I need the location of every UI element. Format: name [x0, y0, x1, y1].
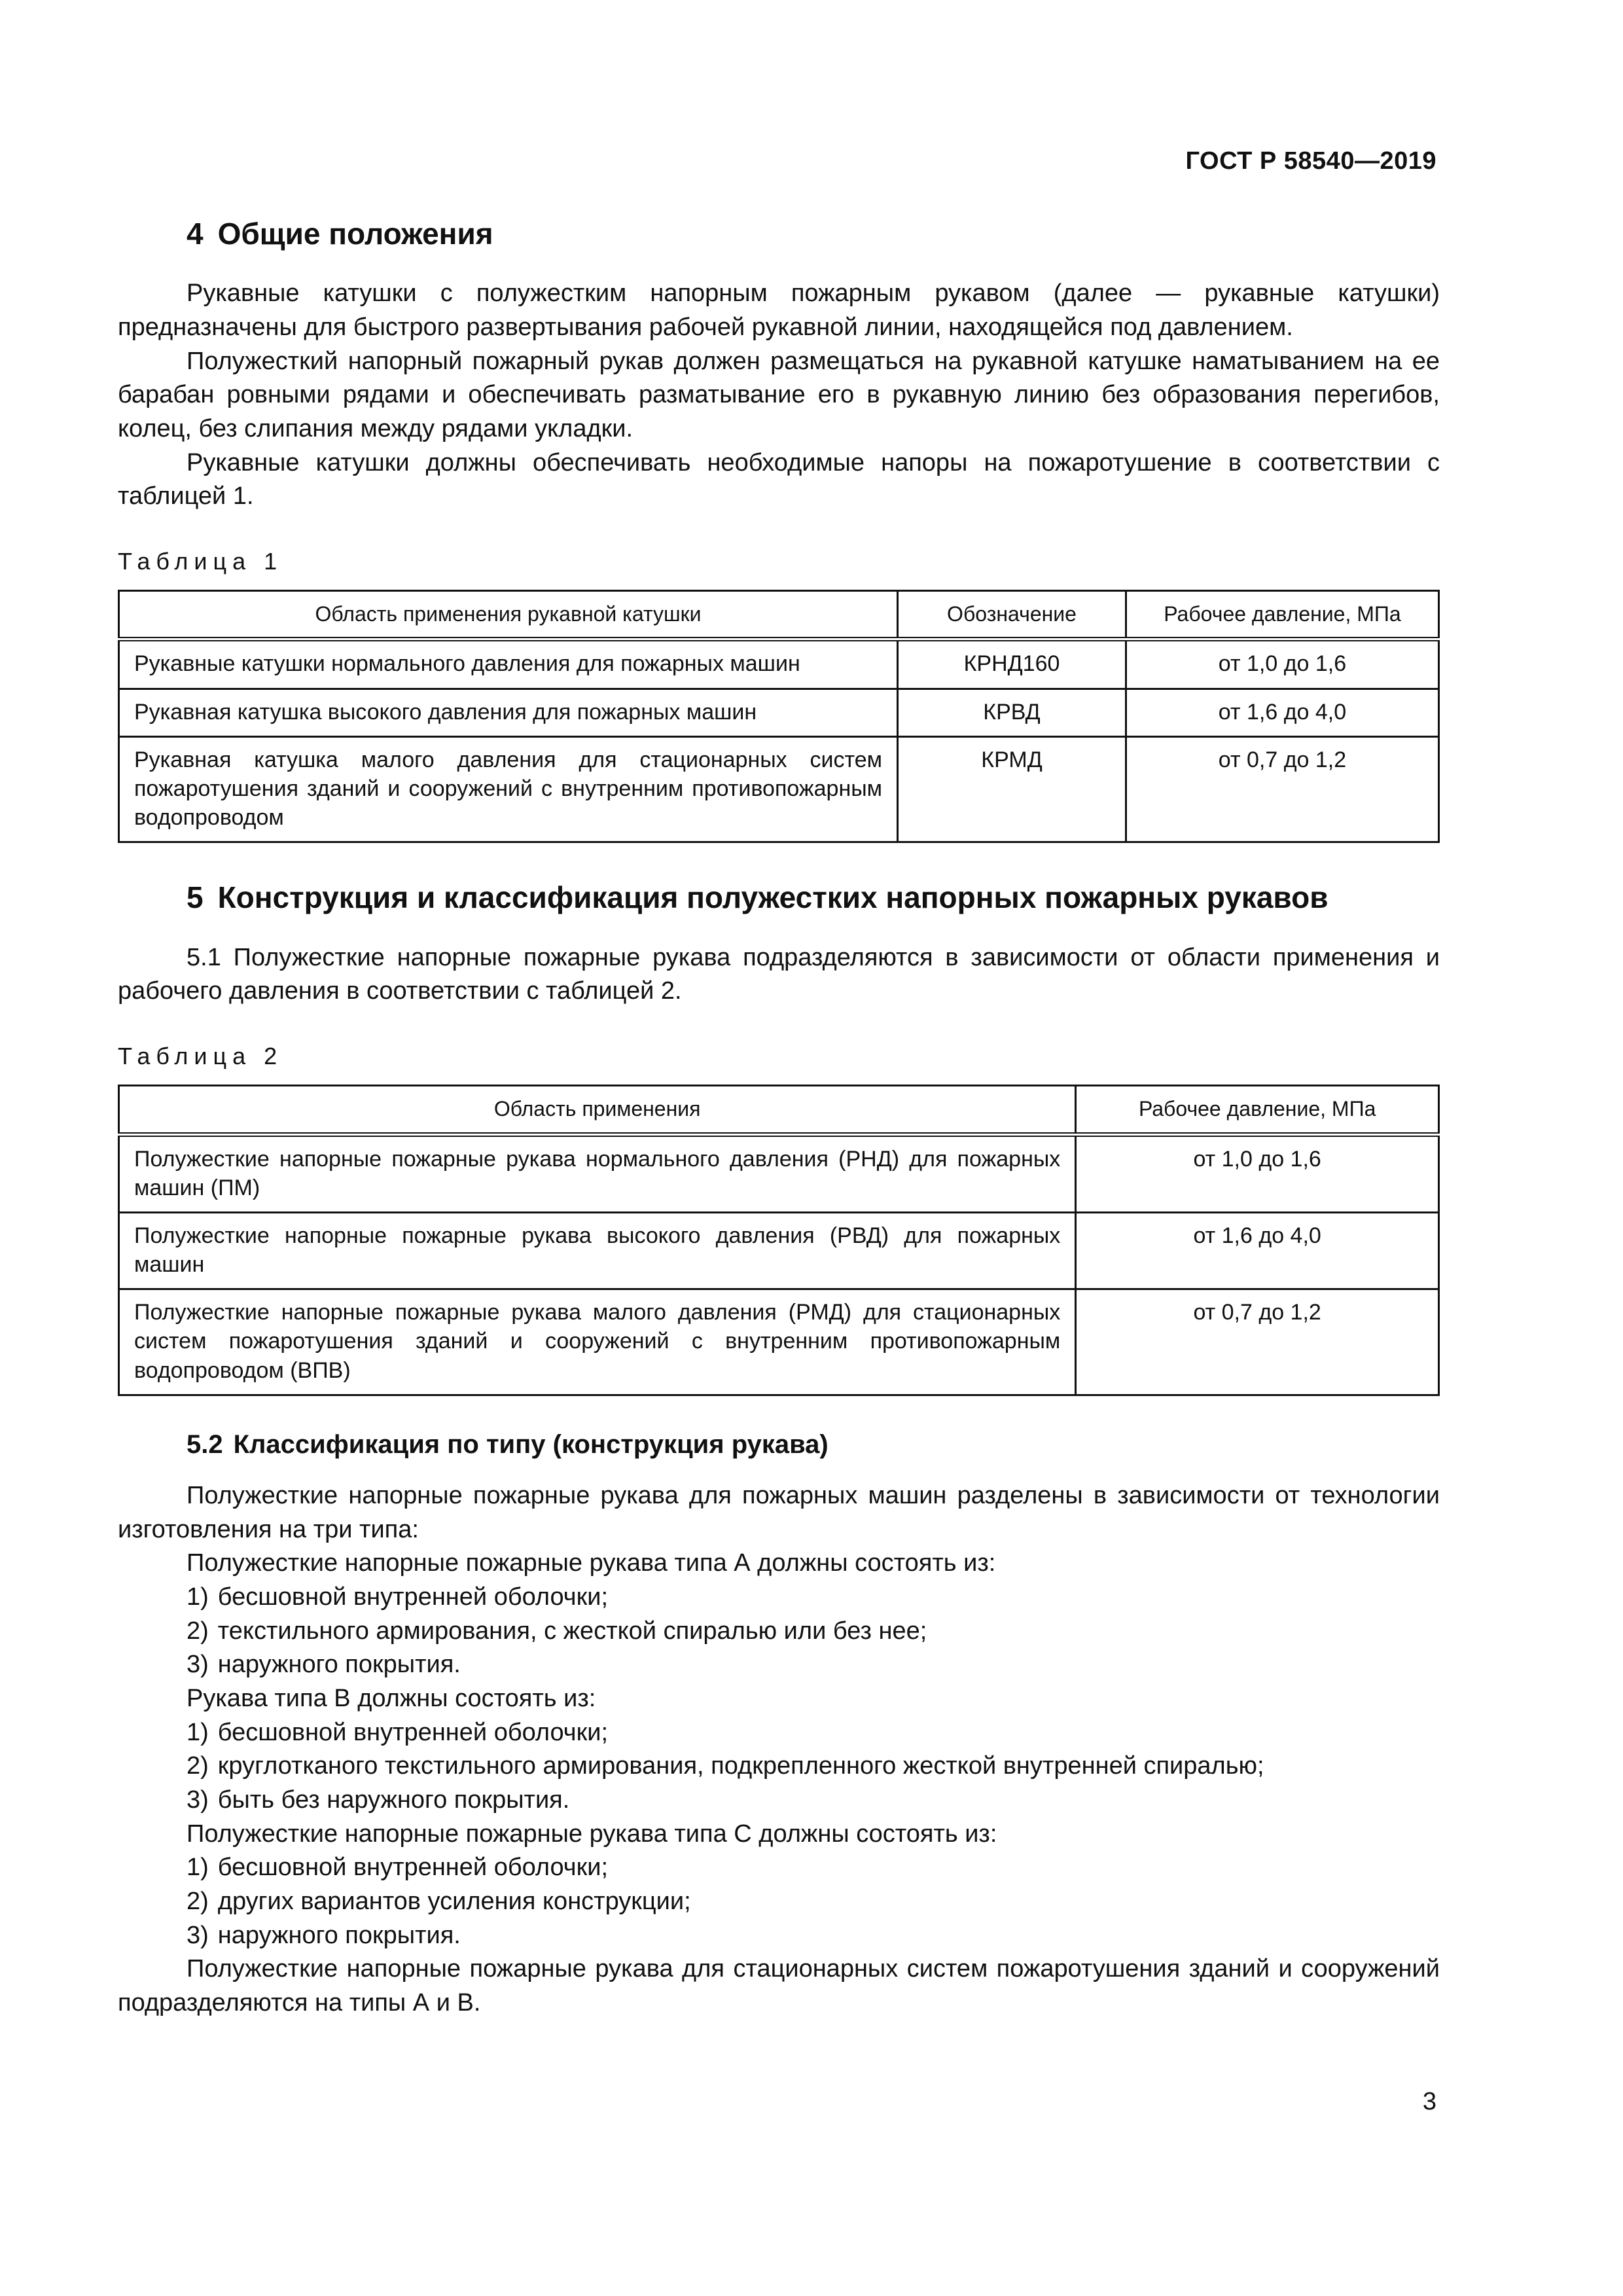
- page-number: 3: [1422, 2088, 1436, 2115]
- section-4-heading: [187, 216, 1440, 252]
- table-cell: Полужесткие напорные пожарные рукава нормального давления (РНД) для пожарных машин (ПМ): [119, 1134, 1076, 1212]
- table-row: [119, 1212, 1439, 1289]
- list-item: [187, 1919, 1440, 1953]
- table-cell: от 1,6 до 4,0: [1076, 1212, 1439, 1289]
- list-text: других вариантов усиления конструкции;: [217, 1887, 691, 1915]
- list-item: [187, 1648, 1440, 1682]
- section-5-heading: [187, 880, 1440, 916]
- table-cell: от 1,6 до 4,0: [1126, 689, 1438, 736]
- list-number: 2): [187, 1752, 209, 1780]
- table-2: [118, 1085, 1440, 1396]
- column-header: Рабочее давление, МПа: [1126, 590, 1438, 639]
- page-content: [118, 216, 1440, 2020]
- list-text: бесшовной внутренней оболочки;: [217, 1854, 609, 1882]
- table-row: [119, 1289, 1439, 1395]
- subsection-number: 5.2: [187, 1429, 223, 1459]
- table-cell: КРМД: [898, 736, 1126, 842]
- list-item: [187, 1784, 1440, 1818]
- section-number: 5: [187, 880, 204, 915]
- list-number: 3): [187, 1651, 209, 1679]
- subsection-5-2-heading: [187, 1430, 1440, 1460]
- table-1-caption: Таблица 1: [118, 547, 283, 575]
- list-text: бесшовной внутренней оболочки;: [217, 1718, 609, 1746]
- table-cell: Полужесткие напорные пожарные рукава малого давления (РМД) для стационарных систем пожаротушения зданий и сооружений с внутренним противопожарным водопроводом (ВПВ): [119, 1289, 1076, 1395]
- table-cell: Рукавная катушка малого давления для стационарных систем пожаротушения зданий и сооружений с внутренним противопожарным водопроводом: [119, 736, 898, 842]
- list-number: 2): [187, 1617, 209, 1645]
- list-text: наружного покрытия.: [217, 1921, 461, 1949]
- list-number: 1): [187, 1583, 209, 1611]
- type-a-lead: Полужесткие напорные пожарные рукава типа А должны состоять из:: [187, 1549, 996, 1577]
- list-text: быть без наружного покрытия.: [217, 1785, 570, 1814]
- paragraph: Рукавные катушки с полужестким напорным пожарным рукавом (далее — рукавные катушки) предназначены для быстрого развертывания рабочей рукавной линии, находящейся под давлением.: [118, 279, 1440, 341]
- table-cell: от 1,0 до 1,6: [1076, 1134, 1439, 1212]
- section-title: Конструкция и классификация полужестких напорных пожарных рукавов: [217, 880, 1329, 915]
- list-number: 1): [187, 1854, 209, 1882]
- table-row: [119, 689, 1439, 736]
- list-item: [187, 1716, 1440, 1750]
- list-text: текстильного армирования, с жесткой спиралью или без нее;: [217, 1617, 927, 1645]
- paragraph: Полужесткие напорные пожарные рукава для пожарных машин разделены в зависимости от технологии изготовления на три типа:: [118, 1481, 1440, 1543]
- list-item: [187, 1749, 1440, 1784]
- column-header: Обозначение: [898, 590, 1126, 639]
- table-row: [119, 736, 1439, 842]
- table-cell: от 0,7 до 1,2: [1126, 736, 1438, 842]
- list-number: 1): [187, 1718, 209, 1746]
- section-title: Общие положения: [217, 217, 493, 251]
- list-item: [187, 1885, 1440, 1919]
- table-cell: Рукавные катушки нормального давления для пожарных машин: [119, 639, 898, 689]
- type-b-lead: Рукава типа В должны состоять из:: [187, 1684, 596, 1712]
- list-text: бесшовной внутренней оболочки;: [217, 1583, 609, 1611]
- column-header: Рабочее давление, МПа: [1076, 1085, 1439, 1134]
- table-row: [119, 639, 1439, 689]
- list-item: [187, 1851, 1440, 1885]
- list-number: 3): [187, 1921, 209, 1949]
- list-text: круглотканого текстильного армирования, подкрепленного жесткой внутренней спиралью;: [217, 1752, 1264, 1780]
- table-cell: от 1,0 до 1,6: [1126, 639, 1438, 689]
- table-cell: от 0,7 до 1,2: [1076, 1289, 1439, 1395]
- table-1: [118, 590, 1440, 844]
- list-number: 2): [187, 1887, 209, 1915]
- paragraph: Полужесткие напорные пожарные рукава для стационарных систем пожаротушения зданий и сооружений подразделяются на типы А и В.: [118, 1955, 1440, 2017]
- table-row: [119, 1134, 1439, 1212]
- paragraph-5-1: 5.1 Полужесткие напорные пожарные рукава подразделяются в зависимости от области применения и рабочего давления в соответствии с таблицей 2.: [118, 943, 1440, 1005]
- type-c-lead: Полужесткие напорные пожарные рукава типа С должны состоять из:: [187, 1820, 997, 1848]
- list-text: наружного покрытия.: [217, 1651, 461, 1679]
- table-2-caption: Таблица 2: [118, 1042, 283, 1069]
- paragraph: Рукавные катушки должны обеспечивать необходимые напоры на пожаротушение в соответствии с таблицей 1.: [118, 448, 1440, 511]
- section-number: 4: [187, 217, 204, 251]
- table-cell: Полужесткие напорные пожарные рукава высокого давления (РВД) для пожарных машин: [119, 1212, 1076, 1289]
- table-cell: КРВД: [898, 689, 1126, 736]
- table-header-row: [119, 1085, 1439, 1134]
- subsection-title: Классификация по типу (конструкция рукава): [233, 1429, 829, 1459]
- list-item: [187, 1581, 1440, 1615]
- paragraph: Полужесткий напорный пожарный рукав должен размещаться на рукавной катушке наматыванием на ее барабан ровными рядами и обеспечивать разматывание его в рукавную линию без образования перегибов, колец, без слипания между рядами укладки.: [118, 347, 1440, 442]
- column-header: Область применения рукавной катушки: [119, 590, 898, 639]
- column-header: Область применения: [119, 1085, 1076, 1134]
- table-header-row: [119, 590, 1439, 639]
- document-code: ГОСТ Р 58540—2019: [1185, 147, 1436, 175]
- table-cell: КРНД160: [898, 639, 1126, 689]
- list-number: 3): [187, 1785, 209, 1814]
- table-cell: Рукавная катушка высокого давления для пожарных машин: [119, 689, 898, 736]
- list-item: [187, 1615, 1440, 1649]
